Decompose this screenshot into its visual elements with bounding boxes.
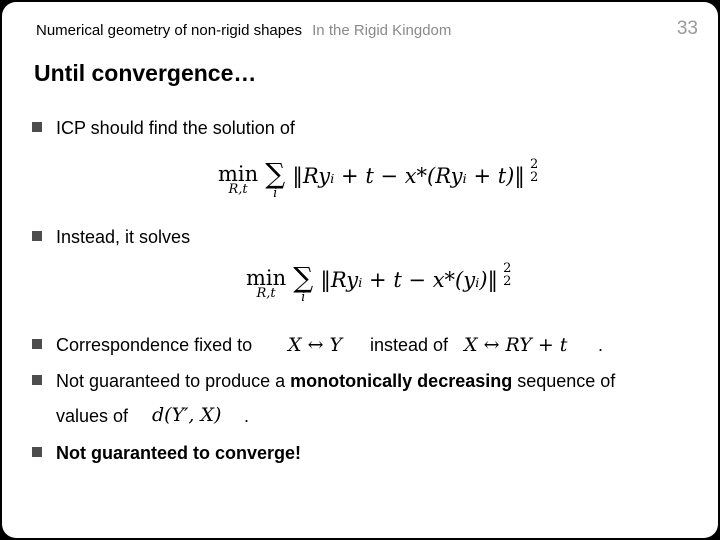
math-x-to-ry-plus-t: X ↔ RY + t [464, 334, 568, 356]
math-x-to-y: X ↔ Y [288, 334, 343, 356]
bullet-instead-of: instead of [370, 335, 449, 355]
sentence-period: . [244, 406, 250, 426]
course-title: Numerical geometry of non-rigid shapes [36, 22, 302, 39]
slide-title: Until convergence… [34, 60, 257, 86]
sum-subscript: i [301, 290, 306, 305]
bullet-suffix: sequence of [512, 371, 616, 391]
bullet-not-monotonic [32, 371, 615, 392]
bullet-square-icon [32, 375, 42, 385]
bullet-not-converge [32, 443, 301, 464]
min-label: min [218, 162, 259, 186]
bullet-values-of: values of [56, 406, 129, 426]
page-number: 33 [676, 18, 698, 39]
sigma-symbol: ∑ [265, 157, 286, 190]
norm-superscript: 2 [503, 261, 512, 276]
norm-superscript: 2 [529, 157, 539, 172]
equation-icp-objective [218, 157, 539, 201]
sentence-period: . [598, 335, 604, 355]
slide-header [36, 22, 451, 39]
bullet-correspondence [32, 335, 252, 356]
norm-subscript: 2 [529, 170, 539, 185]
min-label: min [246, 266, 287, 290]
norm-exponents [530, 158, 538, 184]
bullet-icp-solution [32, 118, 295, 139]
min-operator [246, 266, 286, 301]
min-subscript: R,t [228, 182, 248, 197]
sum-operator [265, 157, 286, 201]
bullet-text: Correspondence fixed to [56, 335, 253, 355]
bullet-square-icon [32, 122, 42, 132]
norm-subscript: 2 [503, 274, 512, 289]
bullet-square-icon [32, 447, 42, 457]
bullet-instead-solves [32, 227, 190, 248]
equation-body: ‖Ryᵢ + t − x*(Ryᵢ + t)‖ [292, 164, 525, 188]
min-operator [218, 162, 258, 197]
bullet-bold-text: Not guaranteed to converge! [56, 443, 302, 463]
equation-body: ‖Ryᵢ + t − x*(yᵢ)‖ [320, 268, 499, 292]
bullet-text: ICP should find the solution of [56, 118, 295, 138]
bullet-text: Instead, it solves [56, 227, 191, 247]
equation-icp-actual [246, 261, 512, 305]
math-distance: d(Y′, X) [152, 404, 222, 426]
bullet-bold-phrase: monotonically decreasing [290, 371, 513, 391]
sigma-symbol: ∑ [293, 261, 314, 294]
slide [2, 2, 718, 538]
norm-exponents [503, 262, 511, 288]
min-subscript: R,t [256, 286, 276, 301]
sum-subscript: i [273, 186, 278, 201]
bullet-prefix: Not guaranteed to produce a [56, 371, 291, 391]
section-title: In the Rigid Kingdom [312, 22, 452, 39]
sum-operator [293, 261, 314, 305]
bullet-square-icon [32, 231, 42, 241]
bullet-square-icon [32, 339, 42, 349]
